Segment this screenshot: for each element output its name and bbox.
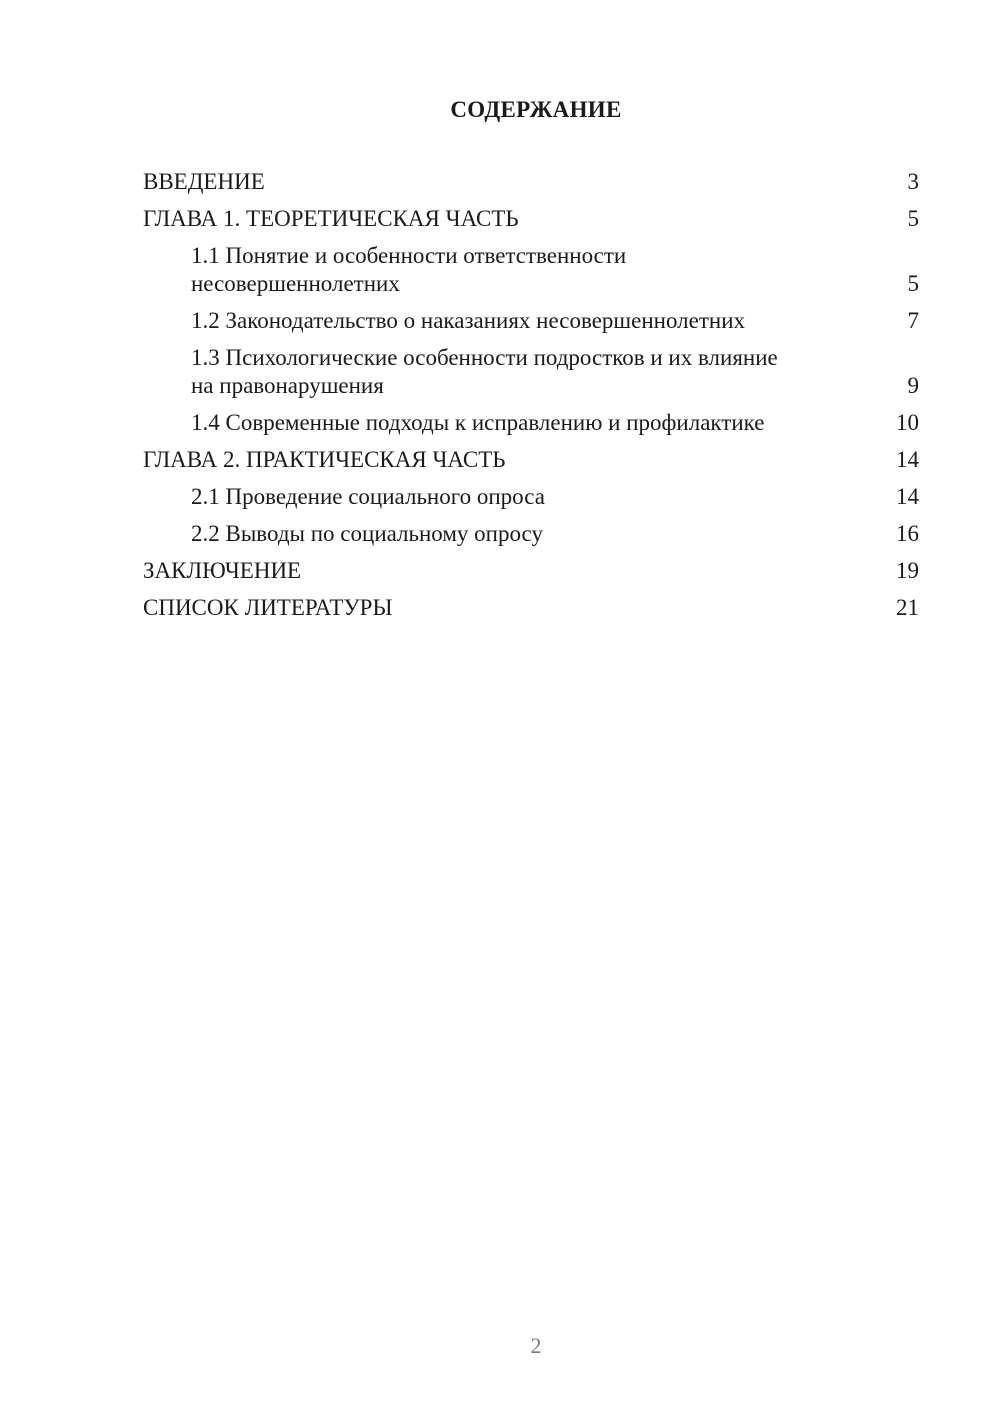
- toc-entry-chapter-2[interactable]: [143, 446, 919, 474]
- toc-entry-page: 19: [896, 558, 919, 583]
- toc-entry-section-1-2[interactable]: [143, 307, 919, 335]
- toc-entry-conclusion[interactable]: [143, 557, 919, 585]
- toc-entry-page: 14: [896, 447, 919, 472]
- toc-entry-page: 7: [907, 308, 919, 333]
- toc-entry-page: 21: [896, 595, 919, 620]
- toc-entry-section-1-1[interactable]: [143, 242, 919, 298]
- toc-entry-text: 2.2 Выводы по социальному опросу: [191, 521, 543, 546]
- toc-entry-page: 14: [896, 484, 919, 509]
- toc-entry-page: 10: [896, 410, 919, 435]
- toc-title: СОДЕРЖАНИЕ: [450, 97, 622, 122]
- toc-entry-section-1-4[interactable]: [143, 409, 919, 437]
- page-number: 2: [530, 1333, 542, 1358]
- toc-entry-text: 2.1 Проведение социального опроса: [191, 484, 545, 509]
- toc-entry-text: ВВЕДЕНИЕ: [143, 169, 265, 194]
- toc-entry-section-2-1[interactable]: [143, 483, 919, 511]
- toc-entry-text: 1.3 Психологические особенности подростков и их влияние на правонарушения: [191, 345, 778, 398]
- toc-entry-text: СПИСОК ЛИТЕРАТУРЫ: [143, 595, 393, 620]
- toc-entry-page: 9: [907, 373, 919, 398]
- toc-entry-text: 1.4 Современные подходы к исправлению и профилактике: [191, 410, 765, 435]
- toc-entry-section-1-3[interactable]: [143, 344, 919, 400]
- toc-entry-page: 3: [907, 169, 919, 194]
- toc-entry-page: 5: [907, 206, 919, 231]
- toc-entry-section-2-2[interactable]: [143, 520, 919, 548]
- toc-entry-text: ГЛАВА 1. ТЕОРЕТИЧЕСКАЯ ЧАСТЬ: [143, 206, 519, 231]
- toc-entry-text: 1.2 Законодательство о наказаниях несовершеннолетних: [191, 308, 745, 333]
- toc-entry-page: 5: [907, 271, 919, 296]
- toc-entry-text: 1.1 Понятие и особенности ответственности несовершеннолетних: [191, 243, 627, 296]
- toc-entry-page: 16: [896, 521, 919, 546]
- toc-entry-text: ГЛАВА 2. ПРАКТИЧЕСКАЯ ЧАСТЬ: [143, 447, 506, 472]
- toc-entry-chapter-1[interactable]: [143, 205, 919, 233]
- toc-entry-introduction[interactable]: [143, 168, 919, 196]
- toc-entry-text: ЗАКЛЮЧЕНИЕ: [143, 558, 302, 583]
- toc-entry-bibliography[interactable]: [143, 594, 919, 622]
- table-of-contents: [143, 168, 919, 622]
